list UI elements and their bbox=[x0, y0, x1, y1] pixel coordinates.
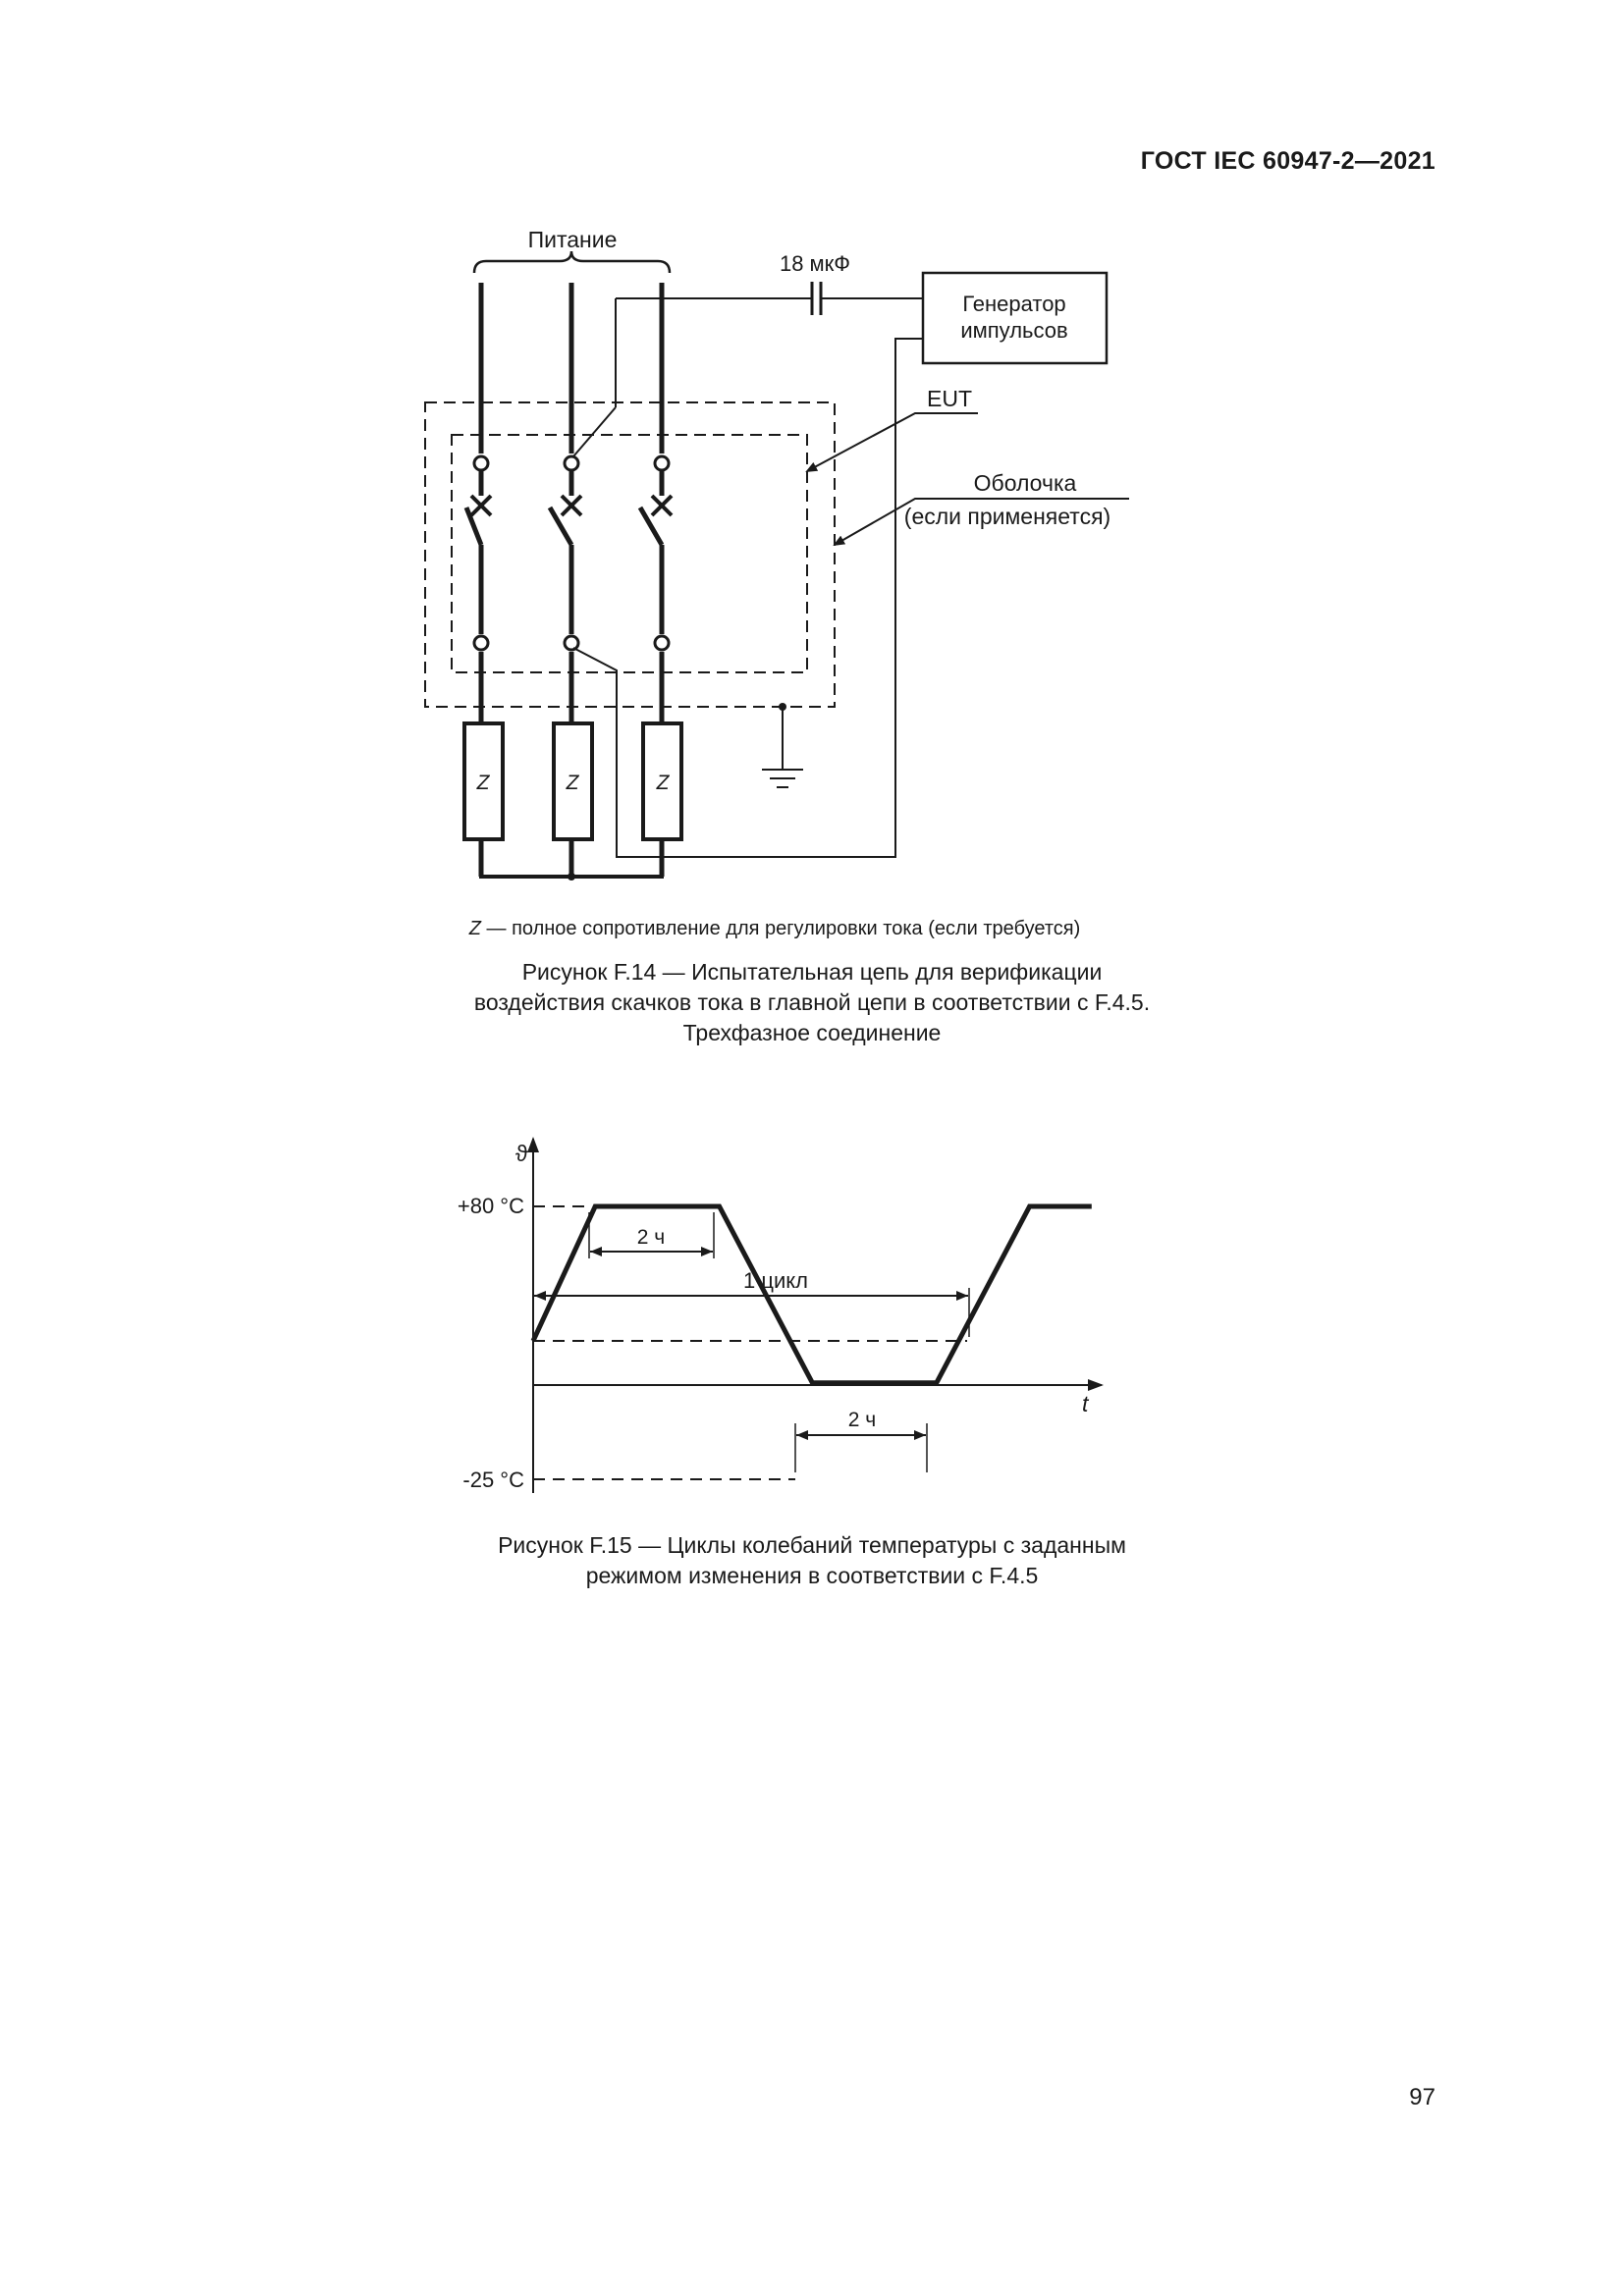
tick-label-lower: -25 °C bbox=[462, 1468, 524, 1492]
reference-lines bbox=[533, 1206, 967, 1479]
document-header: ГОСТ IEC 60947-2—2021 bbox=[1140, 147, 1435, 175]
figure-f15-caption bbox=[0, 1530, 1624, 1591]
impedance-label-2: Z bbox=[566, 772, 579, 794]
generator-label-line2: импульсов bbox=[960, 318, 1068, 343]
impedance-label-1: Z bbox=[476, 772, 490, 794]
cycle-label: 1 цикл bbox=[743, 1268, 808, 1293]
note-symbol: Z bbox=[468, 918, 481, 939]
impedance-label-3: Z bbox=[656, 772, 670, 794]
tick-label-upper: +80 °C bbox=[457, 1194, 524, 1218]
lower-dwell-label: 2 ч bbox=[847, 1409, 877, 1431]
f14-caption-line2: воздействия скачков тока в главной цепи в соответствии с F.4.5. bbox=[473, 989, 1151, 1015]
f15-caption-line1: Рисунок F.15 — Циклы колебаний температуры с заданным bbox=[498, 1532, 1126, 1558]
generator-label-line1: Генератор bbox=[962, 292, 1066, 316]
x-axis-label: t bbox=[1082, 1391, 1089, 1416]
capacitor-label: 18 мкФ bbox=[779, 251, 851, 276]
f14-caption-line3: Трехфазное соединение bbox=[682, 1020, 942, 1045]
page-number: 97 bbox=[1409, 2084, 1435, 2110]
f15-caption-line2: режимом изменения в соответствии с F.4.5 bbox=[585, 1563, 1039, 1588]
dimension-cycle bbox=[534, 1288, 969, 1337]
enclosure-label-line2: (если применяется) bbox=[903, 504, 1111, 529]
upper-dwell-label: 2 ч bbox=[636, 1226, 666, 1249]
supply-label: Питание bbox=[527, 227, 618, 252]
enclosure-label-line1: Оболочка bbox=[973, 470, 1077, 496]
f14-caption-line1: Рисунок F.14 — Испытательная цепь для верификации bbox=[521, 959, 1103, 985]
temperature-profile-line bbox=[533, 1206, 1092, 1383]
y-axis-label: ϑ bbox=[515, 1141, 528, 1166]
eut-label: EUT bbox=[927, 386, 972, 411]
note-text: — полное сопротивление для регулировки тока (если требуется) bbox=[480, 918, 1081, 939]
